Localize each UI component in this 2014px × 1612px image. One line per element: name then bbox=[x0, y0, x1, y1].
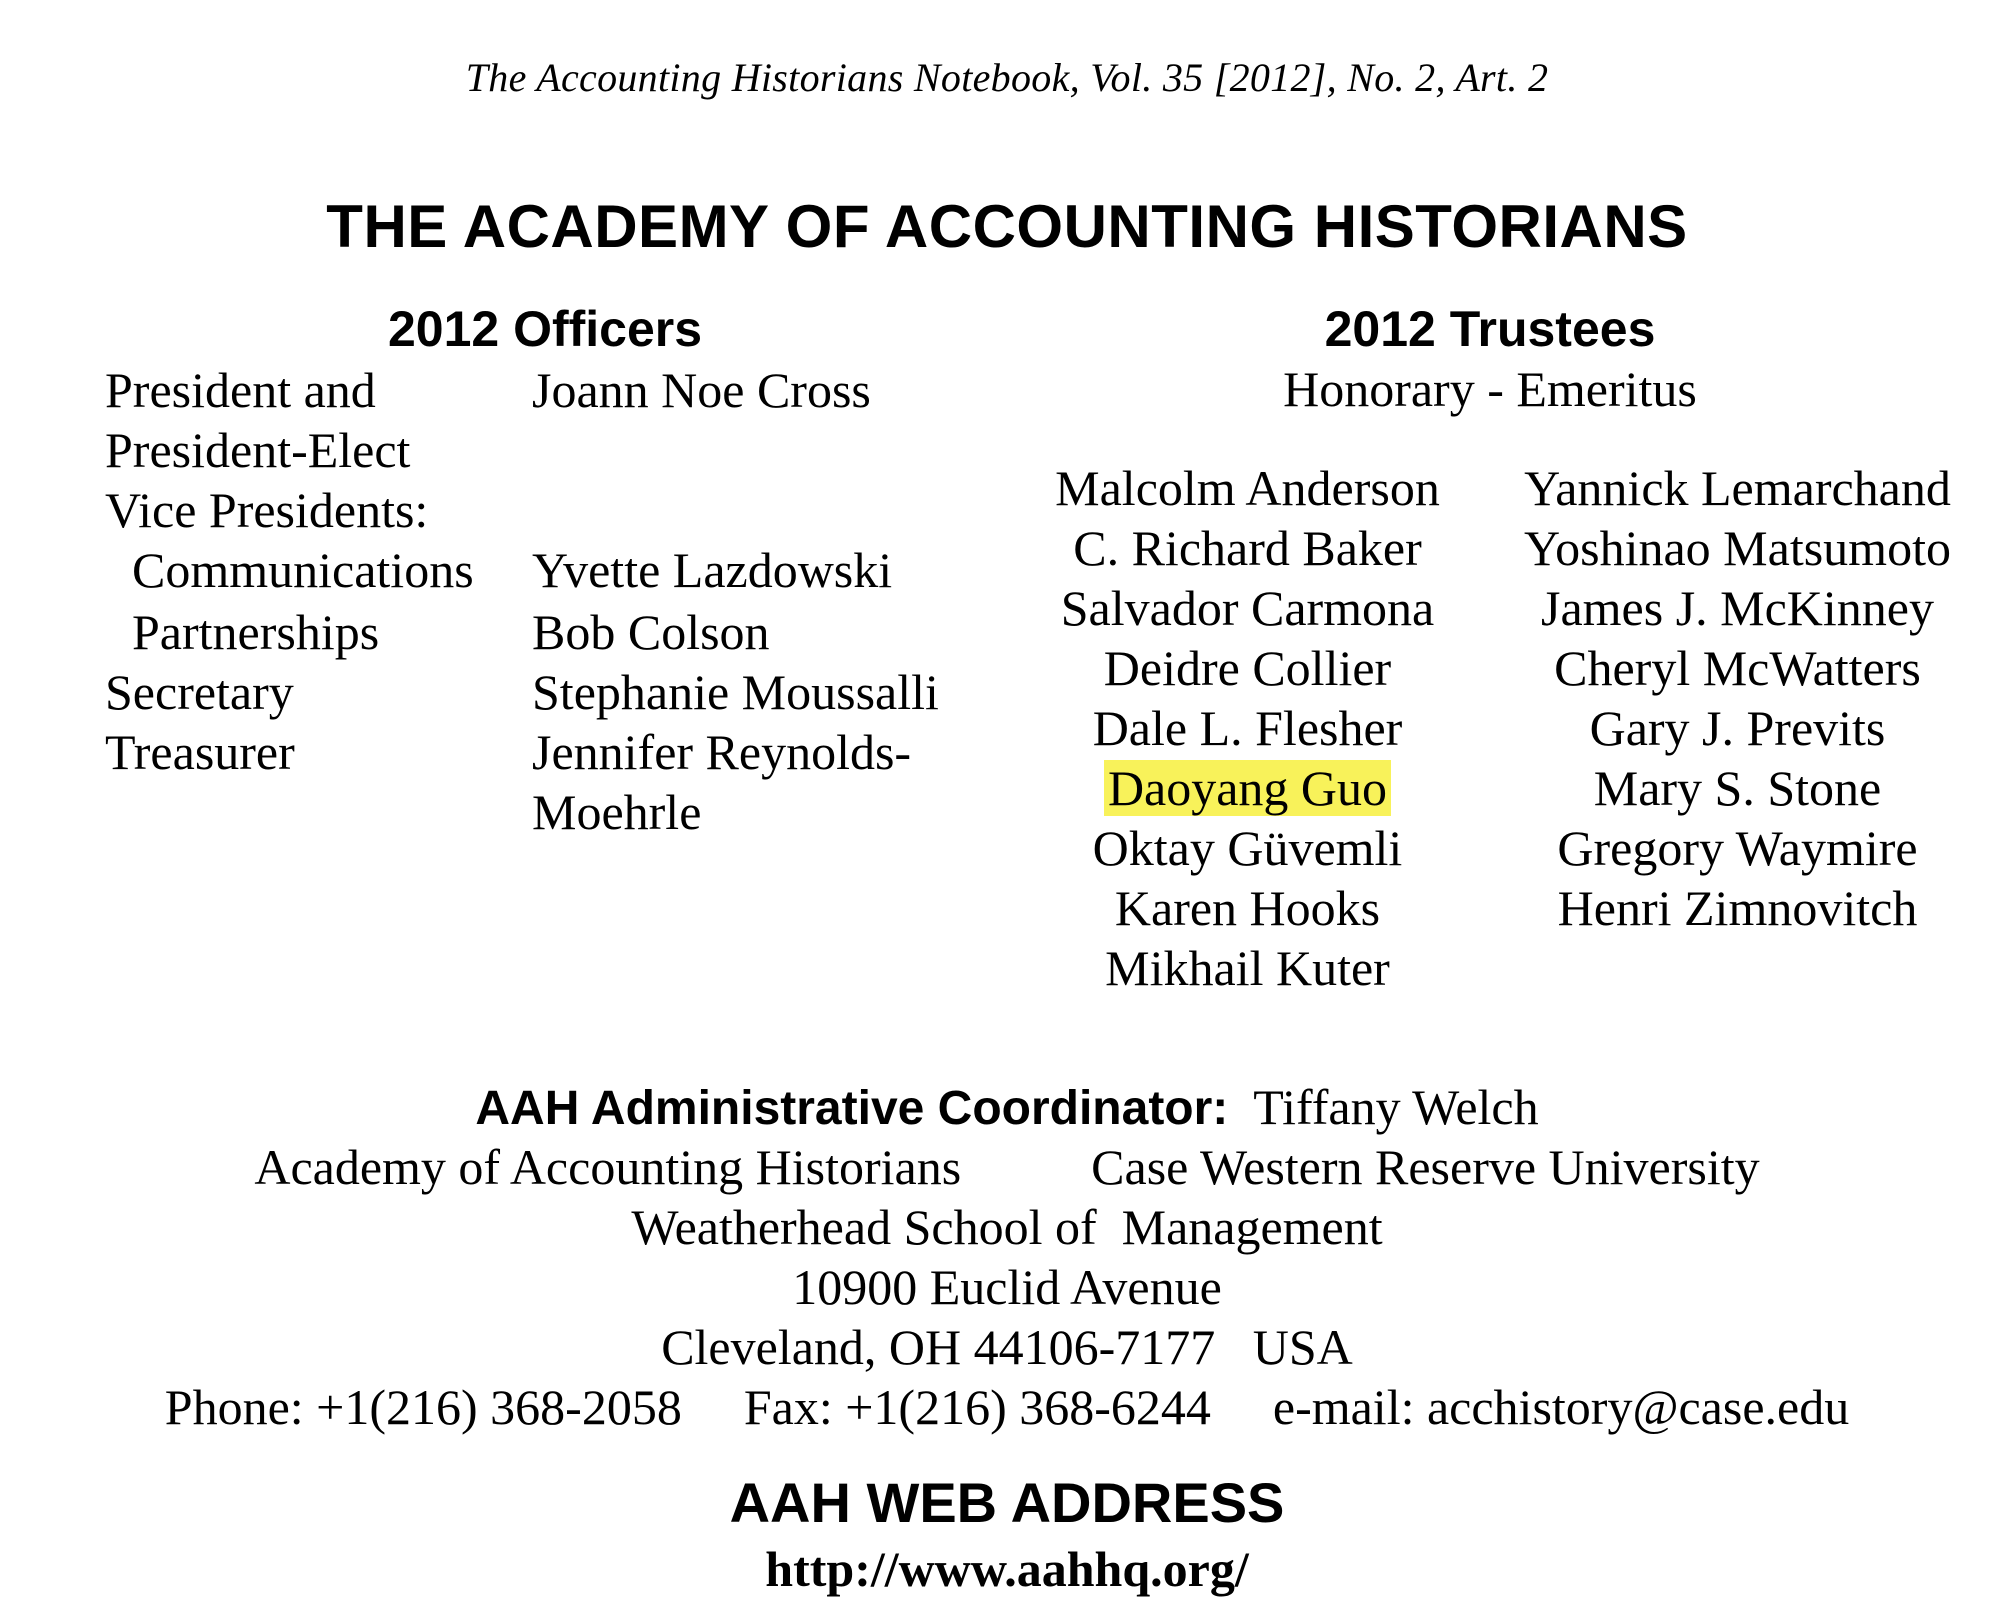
officer-role: Vice Presidents: bbox=[105, 482, 429, 538]
officer-role: President and bbox=[105, 362, 376, 418]
officer-name: Stephanie Moussalli bbox=[532, 664, 939, 720]
fax-number: Fax: +1(216) 368-6244 bbox=[743, 1379, 1211, 1435]
trustees-heading: 2012 Trustees bbox=[1324, 301, 1656, 357]
trustees-subheading: Honorary - Emeritus bbox=[1283, 361, 1697, 417]
officer-role: Partnerships bbox=[132, 604, 380, 660]
trustee-name: C. Richard Baker bbox=[1073, 520, 1422, 576]
officer-role: Secretary bbox=[105, 664, 294, 720]
officer-name: Jennifer Reynolds- bbox=[532, 724, 912, 780]
officer-name: Bob Colson bbox=[532, 604, 770, 660]
trustee-name: Karen Hooks bbox=[1114, 880, 1381, 936]
officer-role: President-Elect bbox=[105, 422, 411, 478]
address-org-line bbox=[0, 1138, 2014, 1196]
running-header: The Accounting Historians Notebook, Vol. 35 [2012], No. 2, Art. 2 bbox=[465, 55, 1549, 100]
coordinator-label: AAH Administrative Coordinator: bbox=[475, 1082, 1229, 1135]
trustee-name: Dale L. Flesher bbox=[1092, 700, 1403, 756]
web-url: http://www.aahhq.org/ bbox=[765, 1541, 1249, 1597]
trustee-name: Gary J. Previts bbox=[1589, 700, 1886, 756]
coordinator-line bbox=[0, 1078, 2014, 1136]
trustee-name: Gregory Waymire bbox=[1557, 820, 1918, 876]
trustee-name-highlighted bbox=[1030, 758, 1465, 818]
officer-name: Joann Noe Cross bbox=[532, 362, 871, 418]
contact-line bbox=[0, 1378, 2014, 1436]
trustee-name: Henri Zimnovitch bbox=[1557, 880, 1918, 936]
trustee-name: James J. McKinney bbox=[1541, 580, 1934, 636]
trustee-name: Yannick Lemarchand bbox=[1524, 460, 1951, 516]
phone-number: Phone: +1(216) 368-2058 bbox=[164, 1379, 682, 1435]
officer-role: Communications bbox=[132, 542, 474, 598]
page-title: THE ACADEMY OF ACCOUNTING HISTORIANS bbox=[326, 193, 1688, 260]
officer-name: Moehrle bbox=[532, 784, 702, 840]
trustee-name: Cheryl McWatters bbox=[1554, 640, 1921, 696]
officer-name: Yvette Lazdowski bbox=[532, 542, 893, 598]
trustee-name: Malcolm Anderson bbox=[1055, 460, 1440, 516]
trustee-name: Oktay Güvemli bbox=[1092, 820, 1403, 876]
street-address: 10900 Euclid Avenue bbox=[792, 1259, 1222, 1315]
officer-role: Treasurer bbox=[105, 724, 295, 780]
org-name: Academy of Accounting Historians bbox=[254, 1139, 962, 1195]
highlighted-name: Daoyang Guo bbox=[1104, 760, 1391, 816]
university-name: Case Western Reserve University bbox=[1091, 1139, 1760, 1195]
trustee-name: Salvador Carmona bbox=[1060, 580, 1435, 636]
city-address: Cleveland, OH 44106-7177 USA bbox=[661, 1319, 1353, 1375]
email-address: e-mail: acchistory@case.edu bbox=[1272, 1379, 1850, 1435]
trustee-name: Yoshinao Matsumoto bbox=[1524, 520, 1951, 576]
school-name: Weatherhead School of Management bbox=[631, 1199, 1383, 1255]
coordinator-name: Tiffany Welch bbox=[1253, 1079, 1539, 1135]
officers-heading: 2012 Officers bbox=[387, 301, 703, 357]
trustee-name: Mary S. Stone bbox=[1593, 760, 1882, 816]
web-heading: AAH WEB ADDRESS bbox=[729, 1471, 1285, 1534]
trustee-name: Mikhail Kuter bbox=[1105, 940, 1390, 996]
trustee-name: Deidre Collier bbox=[1103, 640, 1392, 696]
